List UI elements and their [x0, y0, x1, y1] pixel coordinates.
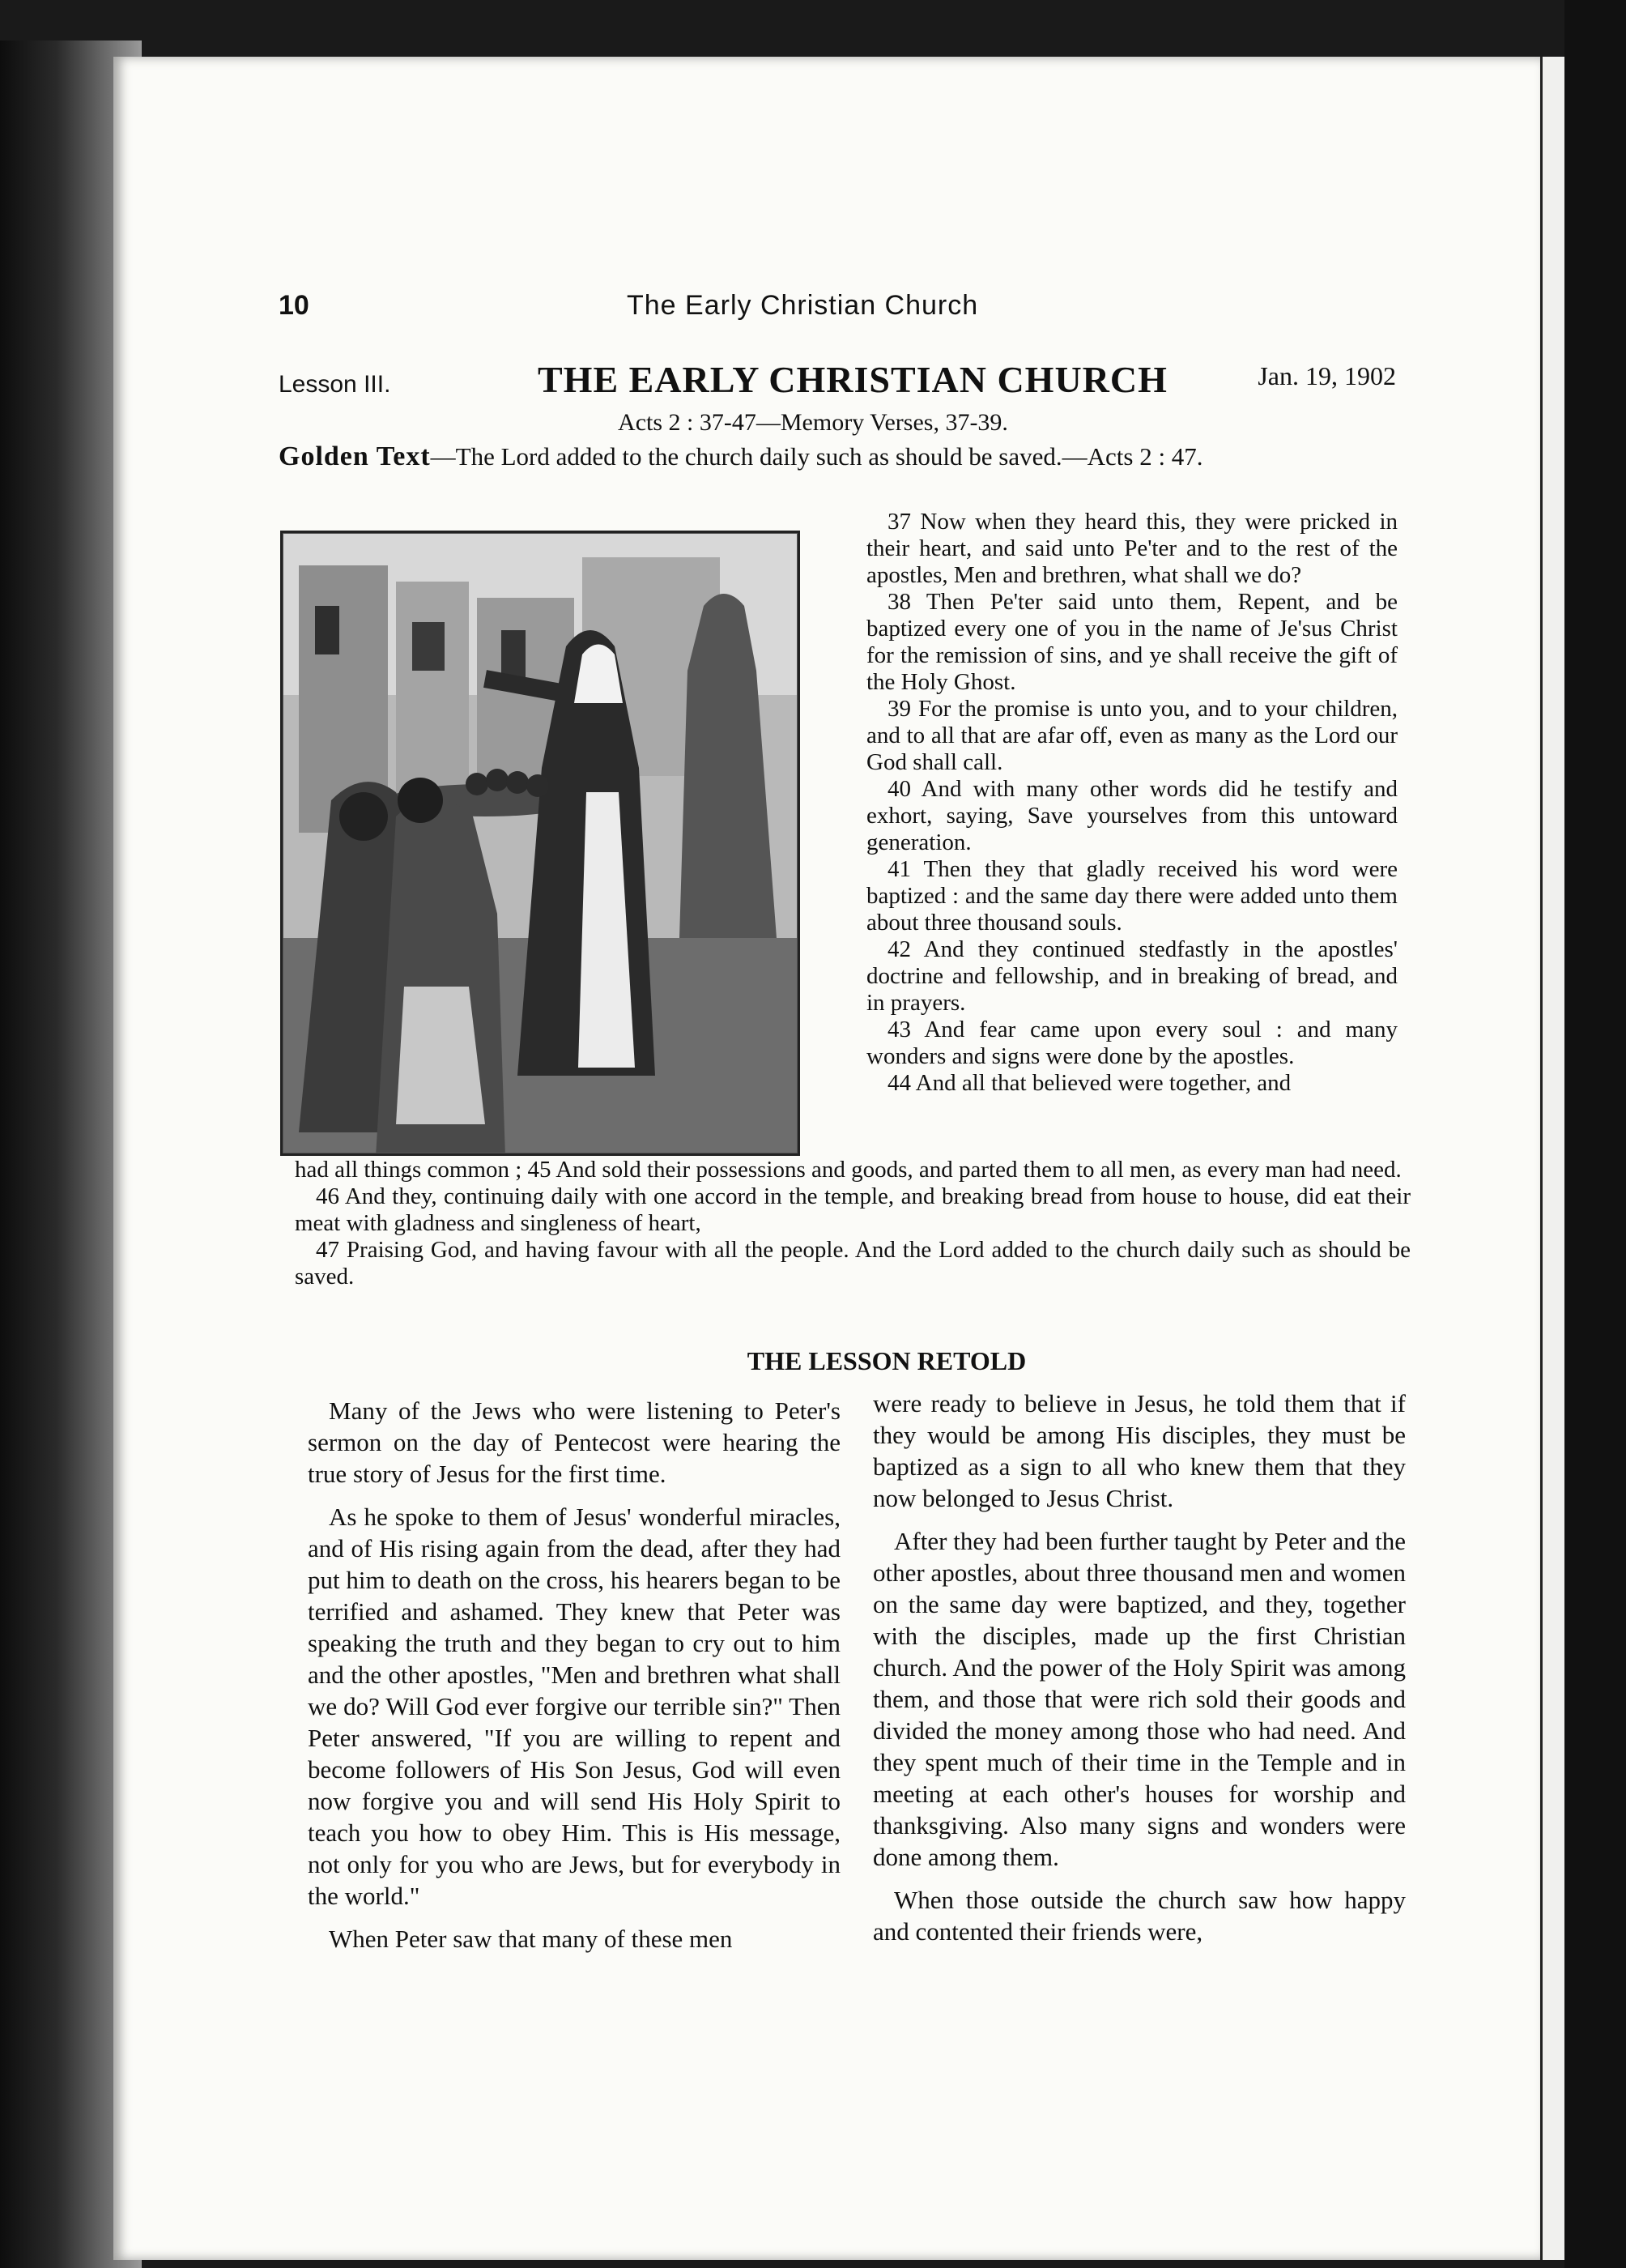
- verse-44-45: had all things common ; 45 And sold their possessions and goods, and parted them to all men, as every man had need.: [295, 1157, 1402, 1183]
- retold-left-column: [308, 1395, 841, 1966]
- verse-37: 37 Now when they heard this, they were pricked in their heart, and said unto Pe'ter and to the rest of the apostles, Men and brethren, what shall we do?: [866, 509, 1398, 588]
- retold-paragraph: After they had been further taught by Peter and the other apostles, about three thousand men and women on the same day were baptized, and they, together with the disciples, made up the first Christian church. And the power of the Holy Spirit was among them, and those that were rich sold their goods and divided the money among those who had need. And they spent much of their time in the Temple and in meeting at each other's houses for worship and thanksgiving. Also many signs and wonders were done among them.: [873, 1527, 1406, 1871]
- golden-text: [279, 442, 1396, 471]
- retold-right-column: [873, 1388, 1406, 1959]
- retold-paragraph: As he spoke to them of Jesus' wonderful miracles, and of His rising again from the dead, after they had put him to death on the cross, his hearers began to be terrified and ashamed. They knew that Peter was speaking the truth and they began to cry out to him and the other apostles, "Men and brethren what shall we do? Will God ever forgive our terrible sin?" Then Peter answered, "If you are willing to repent and become followers of His Son Jesus, God will even now forgive you and will send His Holy Spirit to teach you how to obey Him. This is His message, not only for you who are Jews, but for everybody in the world.": [308, 1503, 841, 1910]
- verse-47: 47 Praising God, and having favour with all the people. And the Lord added to the church daily such as should be saved.: [295, 1237, 1411, 1290]
- verse-41: 41 Then they that gladly received his word were baptized : and the same day there were added unto them about three thousand souls.: [866, 856, 1398, 936]
- retold-paragraph: When Peter saw that many of these men: [329, 1925, 733, 1953]
- retold-title: THE LESSON RETOLD: [747, 1346, 1027, 1375]
- verse-44: 44 And all that believed were together, and: [887, 1070, 1292, 1096]
- verse-46: 46 And they, continuing daily with one accord in the temple, and breaking bread from house to house, did eat their meat with gladness and singleness of heart,: [295, 1183, 1411, 1236]
- verse-42: 42 And they continued stedfastly in the apostles' doctrine and fellowship, and in breaking of bread, and in prayers.: [866, 936, 1398, 1016]
- illustration-drawing: [283, 533, 798, 1153]
- lesson-number: Lesson III.: [279, 371, 391, 398]
- lesson-title: THE EARLY CHRISTIAN CHURCH: [538, 359, 1168, 400]
- verse-39: 39 For the promise is unto you, and to your children, and to all that are afar off, even as many as the Lord our God shall call.: [866, 696, 1398, 775]
- lesson-date: Jan. 19, 1902: [1258, 361, 1396, 390]
- next-page-edge: [1540, 57, 1567, 2260]
- retold-paragraph: When those outside the church saw how happy and contented their friends were,: [873, 1886, 1406, 1946]
- retold-paragraph: Many of the Jews who were listening to Peter's sermon on the day of Pentecost were hearing the true story of Jesus for the first time.: [308, 1396, 841, 1488]
- verse-40: 40 And with many other words did he testify and exhort, saying, Save yourselves from this untoward generation.: [866, 776, 1398, 855]
- running-title: The Early Christian Church: [627, 290, 979, 321]
- verse-43: 43 And fear came upon every soul : and many wonders and signs were done by the apostles.: [866, 1017, 1398, 1069]
- golden-text-body: —The Lord added to the church daily such as should be saved.—Acts 2 : 47.: [430, 442, 1203, 471]
- golden-text-label: Golden Text: [279, 441, 431, 471]
- scan-background: [1564, 0, 1626, 2268]
- running-header: [279, 290, 1396, 330]
- verse-38: 38 Then Pe'ter said unto them, Repent, and be baptized every one of you in the name of Je'sus Christ for the remission of sins, and ye shall receive the gift of the Holy Ghost.: [866, 589, 1398, 695]
- lesson-heading: [279, 358, 1396, 415]
- lesson-illustration: [280, 531, 800, 1156]
- retold-paragraph: were ready to believe in Jesus, he told them that if they would be among His disciples, they must be baptized as a sign to all who knew them that they now belonged to Jesus Christ.: [873, 1389, 1406, 1512]
- scripture-verses-continued: [295, 1157, 1411, 1290]
- scripture-verses: [866, 509, 1398, 1097]
- page-number: 10: [279, 290, 309, 321]
- scripture-reference: Acts 2 : 37-47—Memory Verses, 37-39.: [618, 409, 1008, 436]
